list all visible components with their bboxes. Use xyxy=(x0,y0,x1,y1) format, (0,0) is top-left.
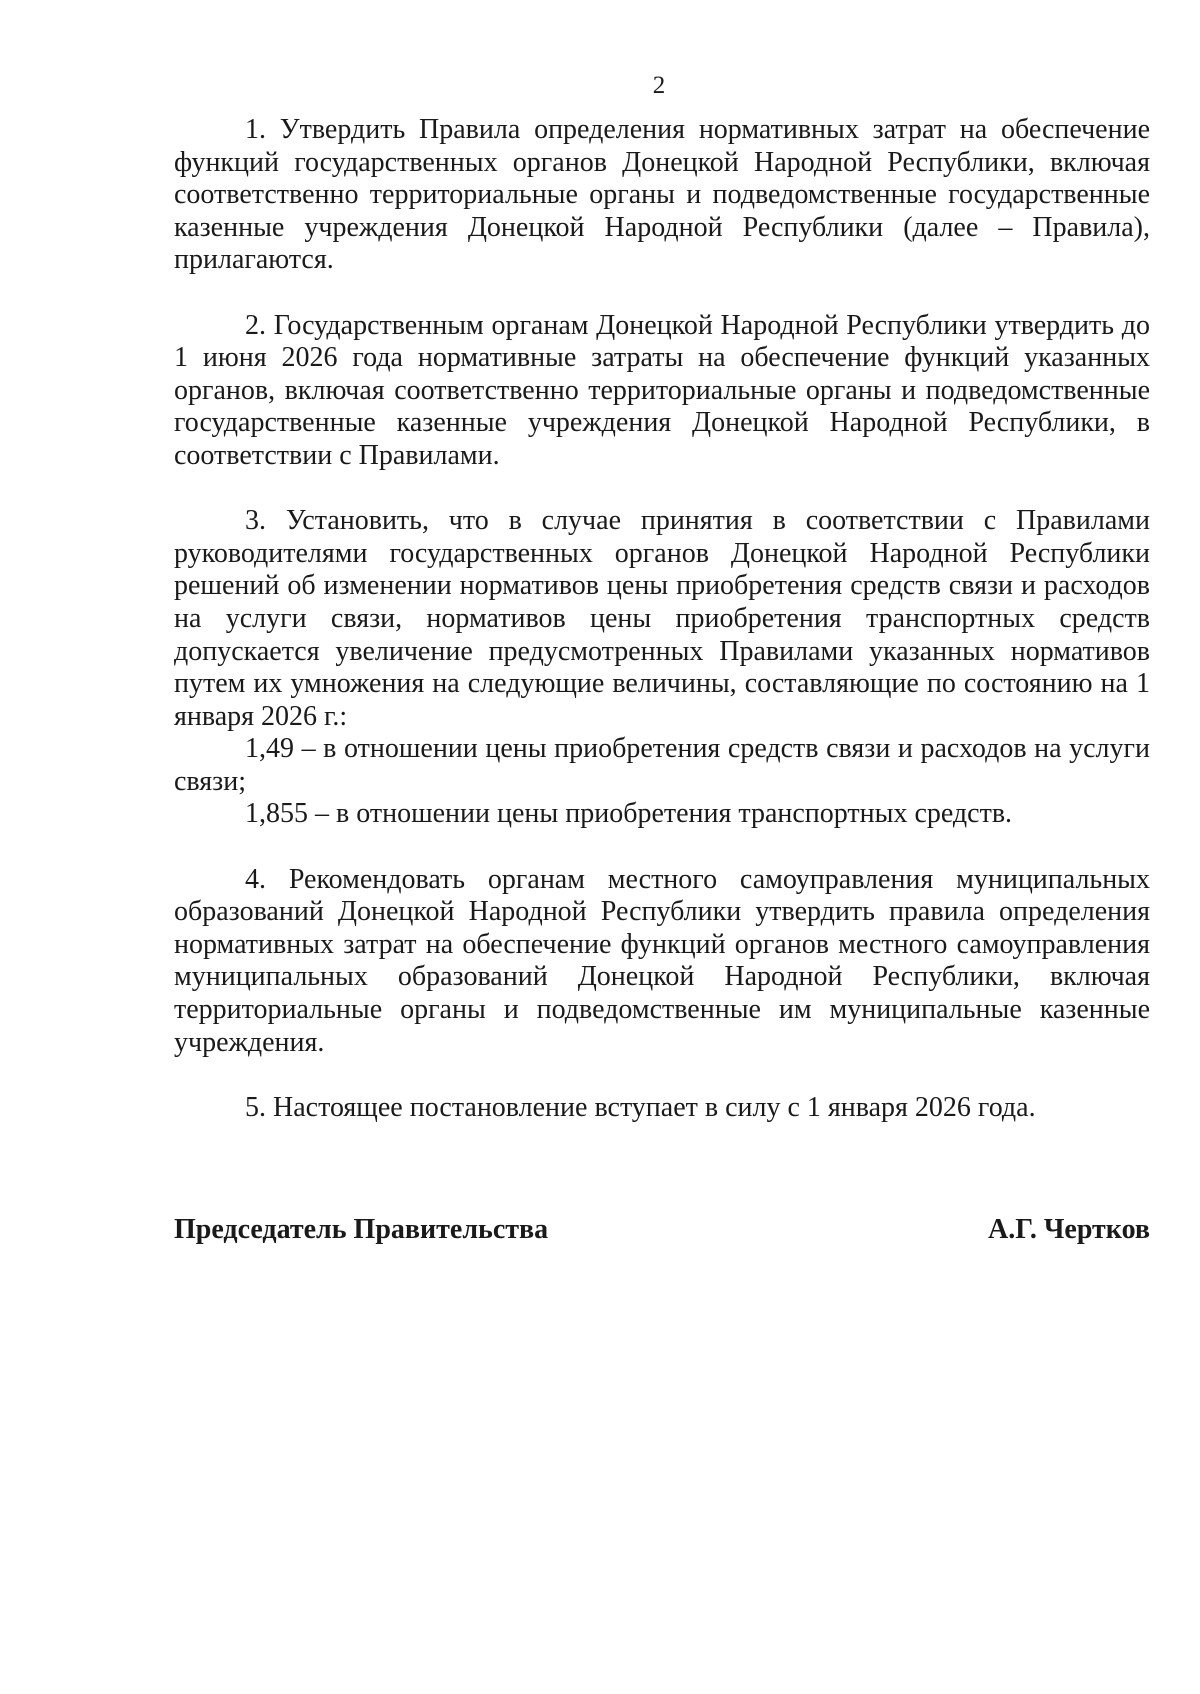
signatory-position: Председатель Правительства xyxy=(174,1214,549,1245)
paragraph-3: 3. Установить, что в случае принятия в соответствии с Правилами руководителями государственных органов Донецкой Народной Республики решений об изменении нормативов цены приобретения средств связи и расходов на услуги связи, нормативов цены приобретения транспортных средств допускается увеличение предусмотренных Правилами указанных нормативов путем их умножения на следующие величины, составляющие по состоянию на 1 января 2026 г.: xyxy=(174,505,1150,732)
paragraph-2: 2. Государственным органам Донецкой Народной Республики утвердить до 1 июня 2026 года нормативные затраты на обеспечение функций указанных органов, включая соответственно территориальные органы и подведомственные государственные казенные учреждения Донецкой Народной Республики, в соответствии с Правилами. xyxy=(174,309,1150,471)
paragraph-3-item-2: 1,855 – в отношении цены приобретения транспортных средств. xyxy=(245,798,1013,830)
paragraph-4: 4. Рекомендовать органам местного самоуправления муниципальных образований Донецкой Народной Республики утвердить правила определения нормативных затрат на обеспечение функций органов местного самоуправления муниципальных образований Донецкой Народной Республики, включая территориальные органы и подведомственные им муниципальные казенные учреждения. xyxy=(174,863,1150,1058)
paragraph-1: 1. Утвердить Правила определения нормативных затрат на обеспечение функций государственных органов Донецкой Народной Республики, включая соответственно территориальные органы и подведомственные государственные казенные учреждения Донецкой Народной Республики (далее – Правила), прилагаются. xyxy=(174,114,1150,276)
signatory-name: А.Г. Чертков xyxy=(988,1214,1150,1245)
paragraph-3-item-1: 1,49 – в отношении цены приобретения средств связи и расходов на услуги связи; xyxy=(174,733,1150,797)
document-body xyxy=(174,114,1150,1124)
page-number: 2 xyxy=(652,72,666,99)
signature-block xyxy=(174,1212,1150,1248)
paragraph-5: 5. Настоящее постановление вступает в силу с 1 января 2026 года. xyxy=(245,1091,1036,1123)
